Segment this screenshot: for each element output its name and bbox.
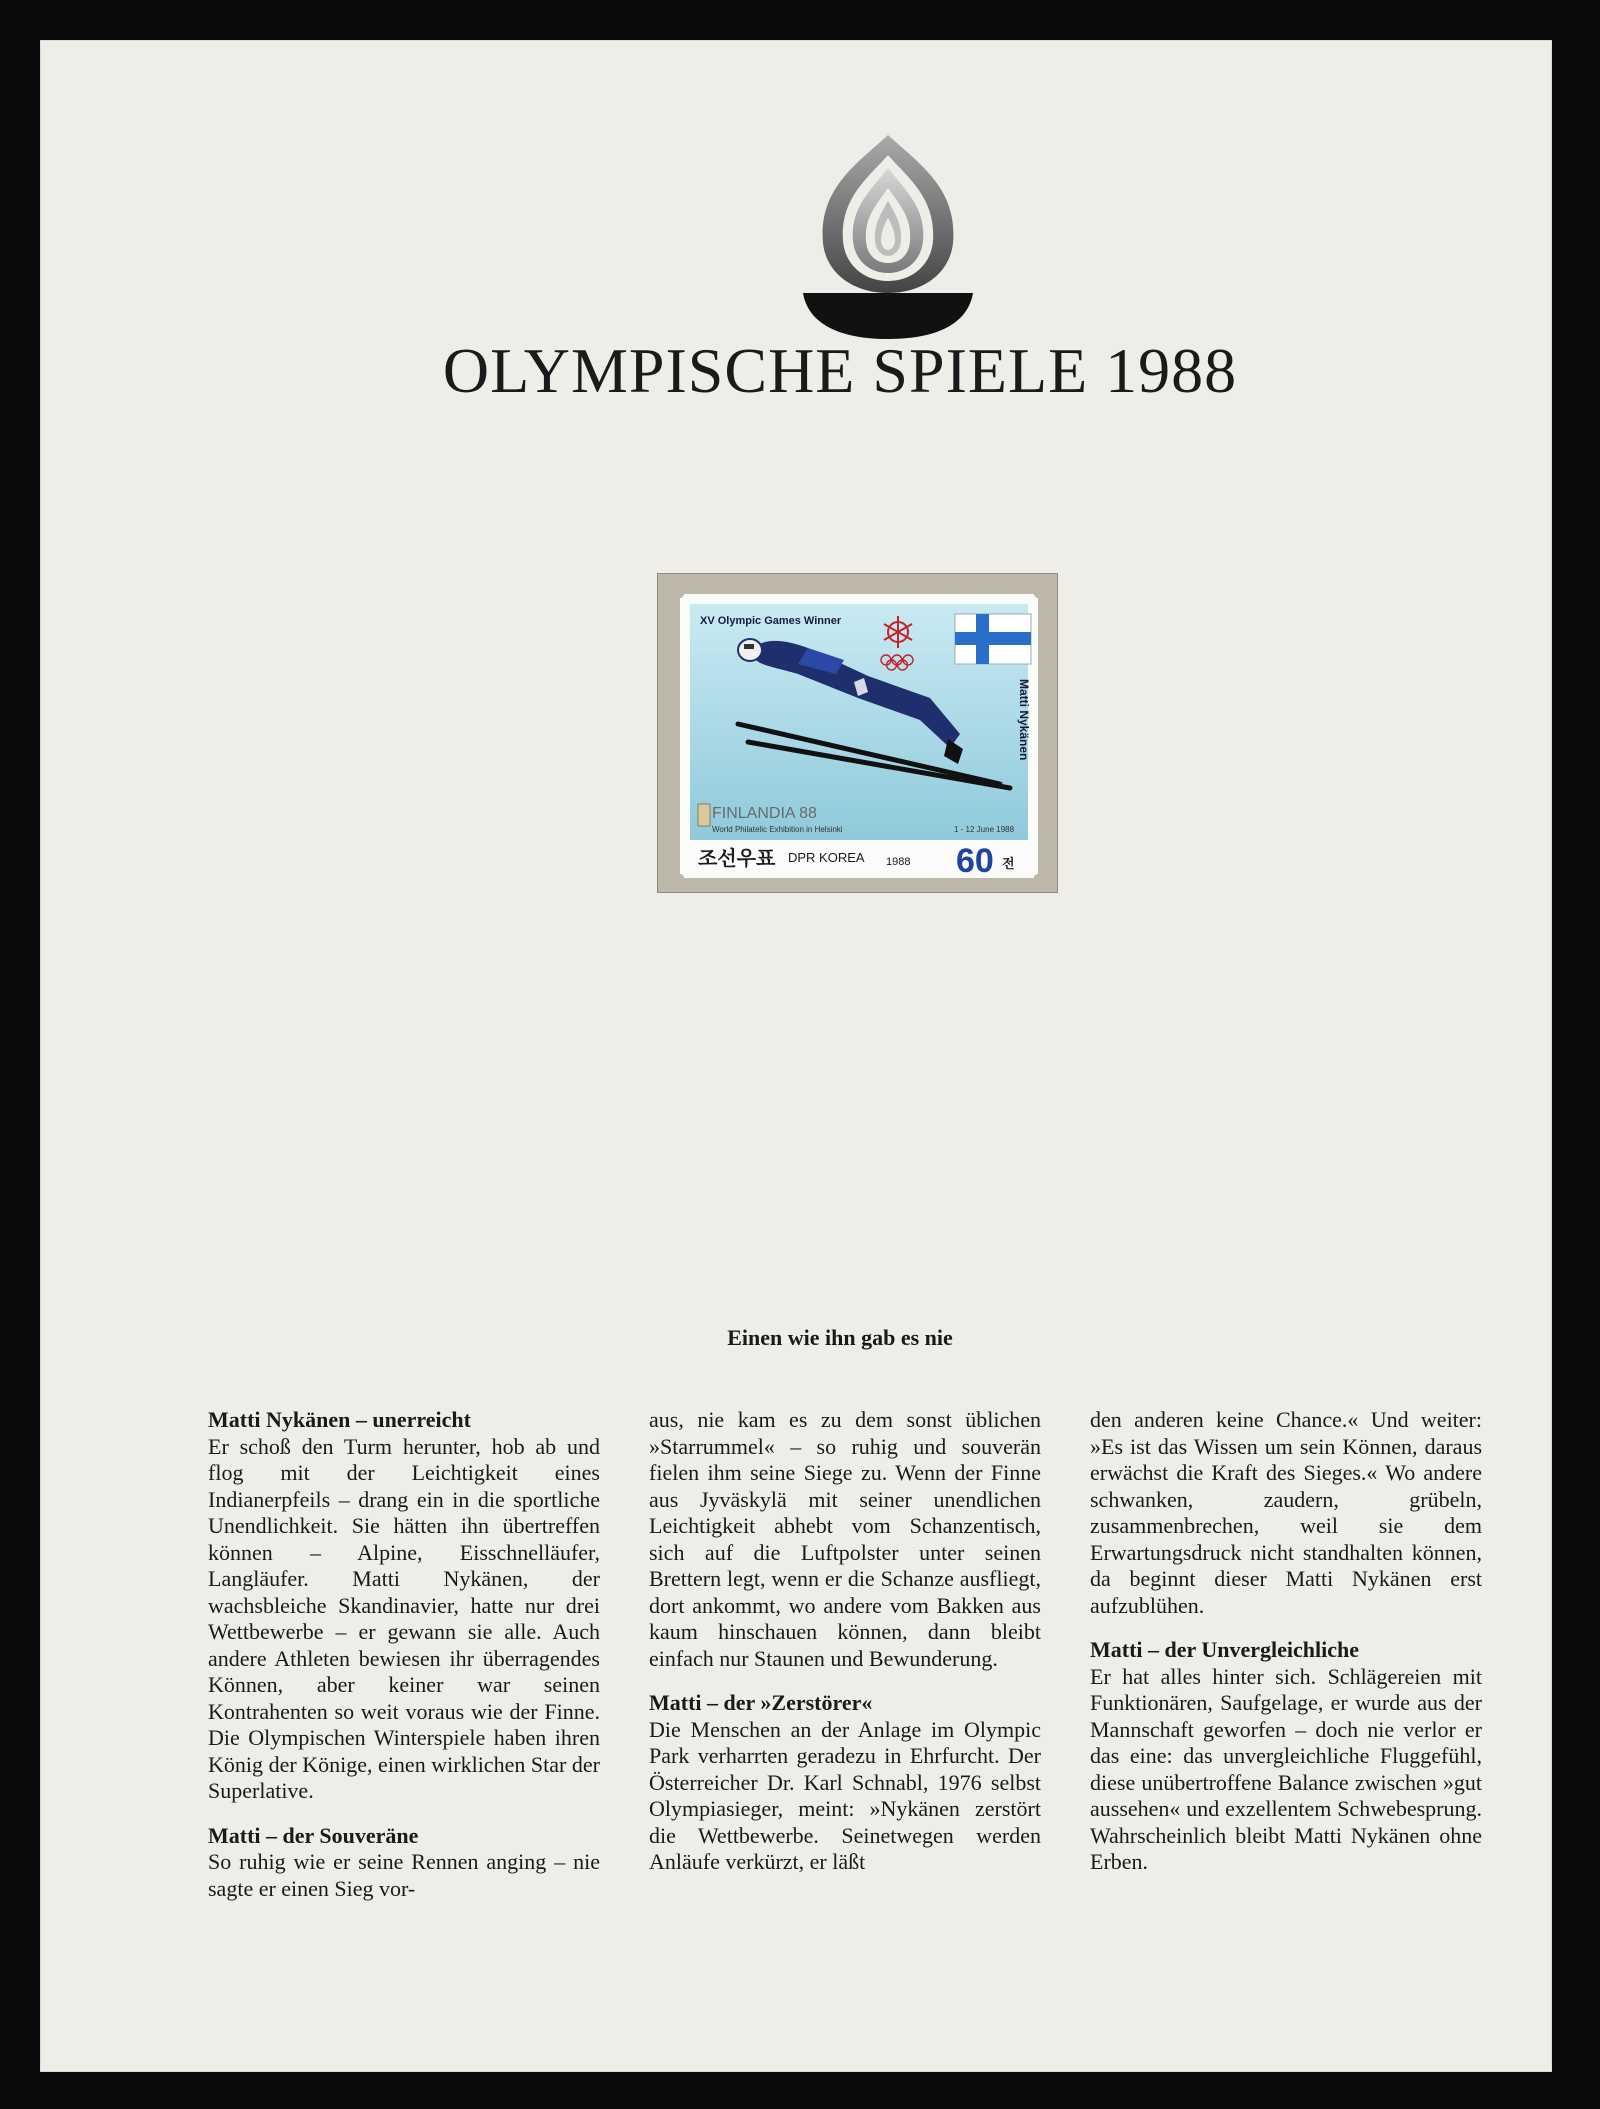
article-column-1 [208,1407,600,1902]
stamp-country-korean: 조선우표 [698,846,776,870]
stamp [658,574,1059,894]
paragraph: Die Menschen an der Anlage im Olympic Park verharrten geradezu in Ehrfurcht. Der Österreicher Dr. Karl Schnabl, 1976 selbst Olympiasieger, meint: »Nykänen zerstört die Wettbewerbe. Seinetwegen werden Anläufe verkürzt, er läßt [649,1716,1041,1874]
finlandia-logo: FINLANDIA 88 [712,805,817,822]
section-heading: Matti – der Souveräne [208,1822,419,1848]
paragraph: den anderen keine Chance.« Und weiter: »Es ist das Wissen um sein Können, daraus erwächst die Kraft des Sieges.« Wo andere schwanken, zaudern, grübeln, zusammenbrechen, weil sie dem Erwartungsdruck nicht standhalten können, da beginnt dieser Matti Nykänen erst aufzublühen. [1090,1407,1482,1618]
article-column-3 [1090,1407,1482,1876]
exhibition-text: World Philatelic Exhibition in Helsinki [712,825,843,834]
stamp-country: DPR KOREA [788,850,865,865]
paragraph: Er hat alles hinter sich. Schlägereien mit Funktionären, Saufgelage, er wurde aus der Mannschaft geworfen – doch nie verlor er das eine: das unvergleichliche Fluggefühl, diese unübertroffene Balance zwischen »gut aussehen« und exzellentem Schwebesprung. Wahrscheinlich bleibt Matti Nykänen ohne Erben. [1090,1663,1482,1874]
finland-flag-icon [955,614,1031,664]
article-heading: Einen wie ihn gab es nie [727,1325,953,1350]
section-heading: Matti Nykänen – unerreicht [208,1407,471,1432]
album-page [40,40,1552,2072]
section-heading: Matti – der »Zerstörer« [649,1690,873,1715]
stamp-year: 1988 [886,856,911,868]
exhibition-dates: 1 - 12 June 1988 [954,825,1015,834]
section-heading: Matti – der Unvergleichliche [1090,1637,1360,1662]
paragraph: aus, nie kam es zu dem sonst üblichen »Starrummel« – so ruhig und souverän fielen ihm seine Siege zu. Wenn der Finne aus Jyväskylä mit seiner unendlichen Leichtigkeit abhebt vom Schanzentisch, sich auf die Luftpolster unter seinen Brettern legt, wenn er die Schanze ausfliegt, dort ankommt, wo andere vom Bakken aus kaum hinschauen können, dann bleibt einfach nur Staunen und Bewunderung. [649,1407,1041,1671]
stamp-currency: 전 [1002,857,1015,872]
stamp-athlete-name: Matti Nykänen [1017,679,1031,761]
paragraph: Er schoß den Turm herunter, hob ab und flog mit der Leichtigkeit eines Indianerpfeils – drang ein in die sportliche Unendlichkeit. Sie hätten ihn übertreffen können – Alpine, Eisschnelläufer, Langläufer. Matti Nykänen, der wachsbleiche Skandinavier, hatte nur drei Wettbewerbe – er gewann sie alle. Auch andere Athleten bewiesen ihr überragendes Können, aber keiner war seinen Kontrahenten so weit voraus wie der Finne. Die Olympischen Winterspiele haben ihren König der Könige, einen wirklichen Star der Superlative. [208,1433,600,1803]
olympic-flame-emblem-icon [798,133,978,339]
stamp-value: 60 [956,842,994,880]
stamp-mount [657,573,1058,893]
page-title: OLYMPISCHE SPIELE 1988 [442,335,1238,406]
article-column-2 [649,1407,1041,1876]
stamp-header: XV Olympic Games Winner [700,615,842,627]
paragraph: So ruhig wie er seine Rennen anging – nie sagte er einen Sieg vor- [208,1849,600,1901]
